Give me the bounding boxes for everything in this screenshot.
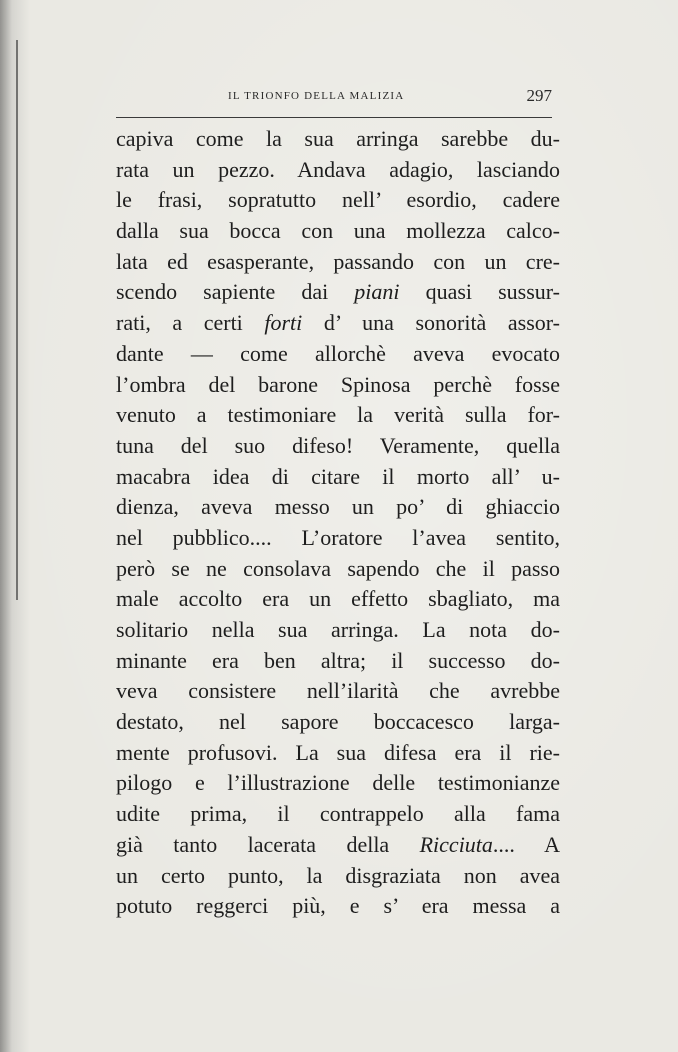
- text-line: rata un pezzo. Andava adagio, lasciando: [116, 156, 560, 182]
- text-line: dalla sua bocca con una mollezza calco-: [116, 218, 560, 244]
- binding-shadow: [0, 0, 30, 1052]
- text-line: mente profusovi. La sua difesa era il rie-: [116, 739, 560, 765]
- text-line: destato, nel sapore boccacesco larga-: [116, 709, 560, 735]
- text-line: dienza, aveva messo un po’ di ghiaccio: [116, 494, 560, 520]
- text-line: dante — come allorchè aveva evocato: [116, 340, 560, 366]
- text-line: scendo sapiente dai piani quasi sussur-: [116, 279, 560, 305]
- header-rule: [116, 117, 552, 118]
- text-line: un certo punto, la disgraziata non avea: [116, 862, 560, 888]
- text-line: però se ne consolava sapendo che il passo: [116, 555, 560, 581]
- text-line: rati, a certi forti d’ una sonorità assor-: [116, 310, 560, 336]
- page-header: [116, 86, 552, 108]
- text-line: nel pubblico.... L’oratore l’avea sentito,: [116, 524, 560, 550]
- text-line: venuto a testimoniare la verità sulla for-: [116, 402, 560, 428]
- text-line: l’ombra del barone Spinosa perchè fosse: [116, 371, 560, 397]
- running-title: IL TRIONFO DELLA MALIZIA: [228, 90, 405, 102]
- text-line: veva consistere nell’ilarità che avrebbe: [116, 678, 560, 704]
- text-line: lata ed esasperante, passando con un cre-: [116, 248, 560, 274]
- text-line: pilogo e l’illustrazione delle testimonianze: [116, 770, 560, 796]
- binding-edge: [16, 40, 18, 600]
- text-line: tuna del suo difeso! Veramente, quella: [116, 432, 560, 458]
- text-line: udite prima, il contrappelo alla fama: [116, 801, 560, 827]
- text-line: potuto reggerci più, e s’ era messa a: [116, 893, 560, 919]
- text-line: male accolto era un effetto sbagliato, ma: [116, 586, 560, 612]
- body-text: [116, 124, 560, 922]
- text-line: capiva come la sua arringa sarebbe du-: [116, 126, 560, 151]
- text-line: solitario nella sua arringa. La nota do-: [116, 617, 560, 642]
- text-line: macabra idea di citare il morto all’ u-: [116, 463, 560, 489]
- page-number: 297: [526, 86, 552, 105]
- text-line: minante era ben altra; il successo do-: [116, 647, 560, 673]
- text-line: le frasi, sopratutto nell’ esordio, cadere: [116, 187, 560, 213]
- text-line: già tanto lacerata della Ricciuta.... A: [116, 831, 560, 857]
